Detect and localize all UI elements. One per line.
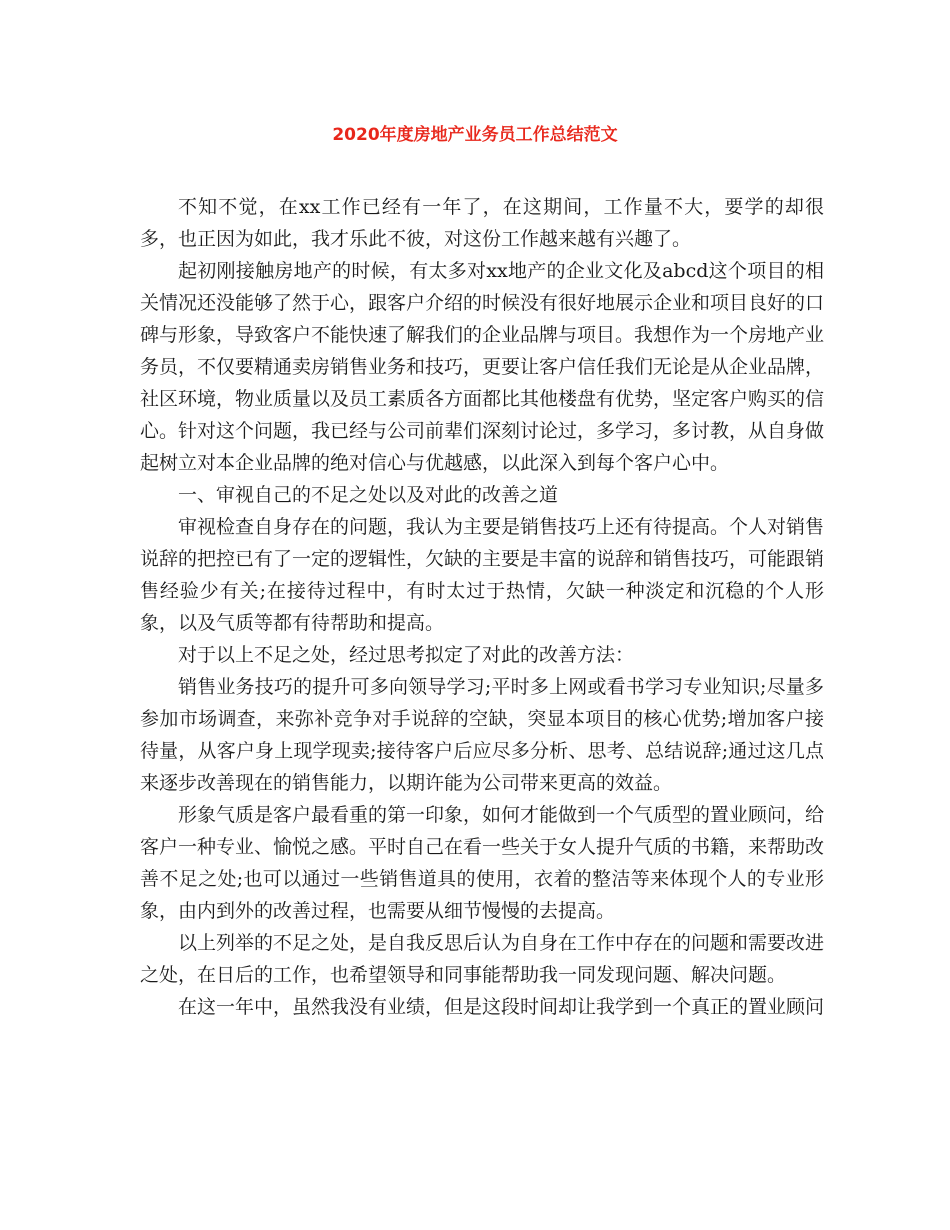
paragraph: 形象气质是客户最看重的第一印象，如何才能做到一个气质型的置业顾问，给客户一种专业、愉悦之感。平时自己在看一些关于女人提升气质的书籍，来帮助改善不足之处;也可以通过一些销售道具的使用，衣着的整洁等来体现个人的专业形象，由内到外的改善过程，也需要从细节慢慢的去提高。 xyxy=(140,804,825,922)
paragraph: 以上列举的不足之处，是自我反思后认为自身在工作中存在的问题和需要改进之处，在日后的工作，也希望领导和同事能帮助我一同发现问题、解决问题。 xyxy=(140,932,825,986)
paragraph: 在这一年中，虽然我没有业绩，但是这段时间却让我学到一个真正的置业顾问 xyxy=(178,996,825,1018)
document-body xyxy=(140,191,824,1023)
paragraph: 起初刚接触房地产的时候，有太多对xx地产的企业文化及abcd这个项目的相关情况还没能够了然于心，跟客户介绍的时候没有很好地展示企业和项目良好的口碑与形象，导致客户不能快速了解我们的企业品牌与项目。我想作为一个房地产业务员，不仅要精通卖房销售业务和技巧，更要让客户信任我们无论是从企业品牌，社区环境，物业质量以及员工素质各方面都比其他楼盘有优势，坚定客户购买的信心。针对这个问题，我已经与公司前辈们深刻讨论过，多学习，多讨教，从自身做起树立对本企业品牌的绝对信心与优越感，以此深入到每个客户心中。 xyxy=(140,260,825,474)
section-heading: 一、审视自己的不足之处以及对此的改善之道 xyxy=(178,484,559,506)
paragraph: 审视检查自身存在的问题，我认为主要是销售技巧上还有待提高。个人对销售说辞的把控已有了一定的逻辑性，欠缺的主要是丰富的说辞和销售技巧，可能跟销售经验少有关;在接待过程中，有时太过于热情，欠缺一种淡定和沉稳的个人形象，以及气质等都有待帮助和提高。 xyxy=(140,516,825,634)
paragraph: 不知不觉，在xx工作已经有一年了，在这期间，工作量不大，要学的却很多，也正因为如此，我才乐此不彼，对这份工作越来越有兴趣了。 xyxy=(140,196,824,250)
document-title: 2020年度房地产业务员工作总结范文 xyxy=(332,125,618,145)
paragraph: 对于以上不足之处，经过思考拟定了对此的改善方法： xyxy=(178,644,635,666)
paragraph: 销售业务技巧的提升可多向领导学习;平时多上网或看书学习专业知识;尽量多参加市场调查，来弥补竞争对手说辞的空缺，突显本项目的核心优势;增加客户接待量，从客户身上现学现卖;接待客户后应尽多分析、思考、总结说辞;通过这几点来逐步改善现在的销售能力，以期许能为公司带来更高的效益。 xyxy=(140,676,824,794)
